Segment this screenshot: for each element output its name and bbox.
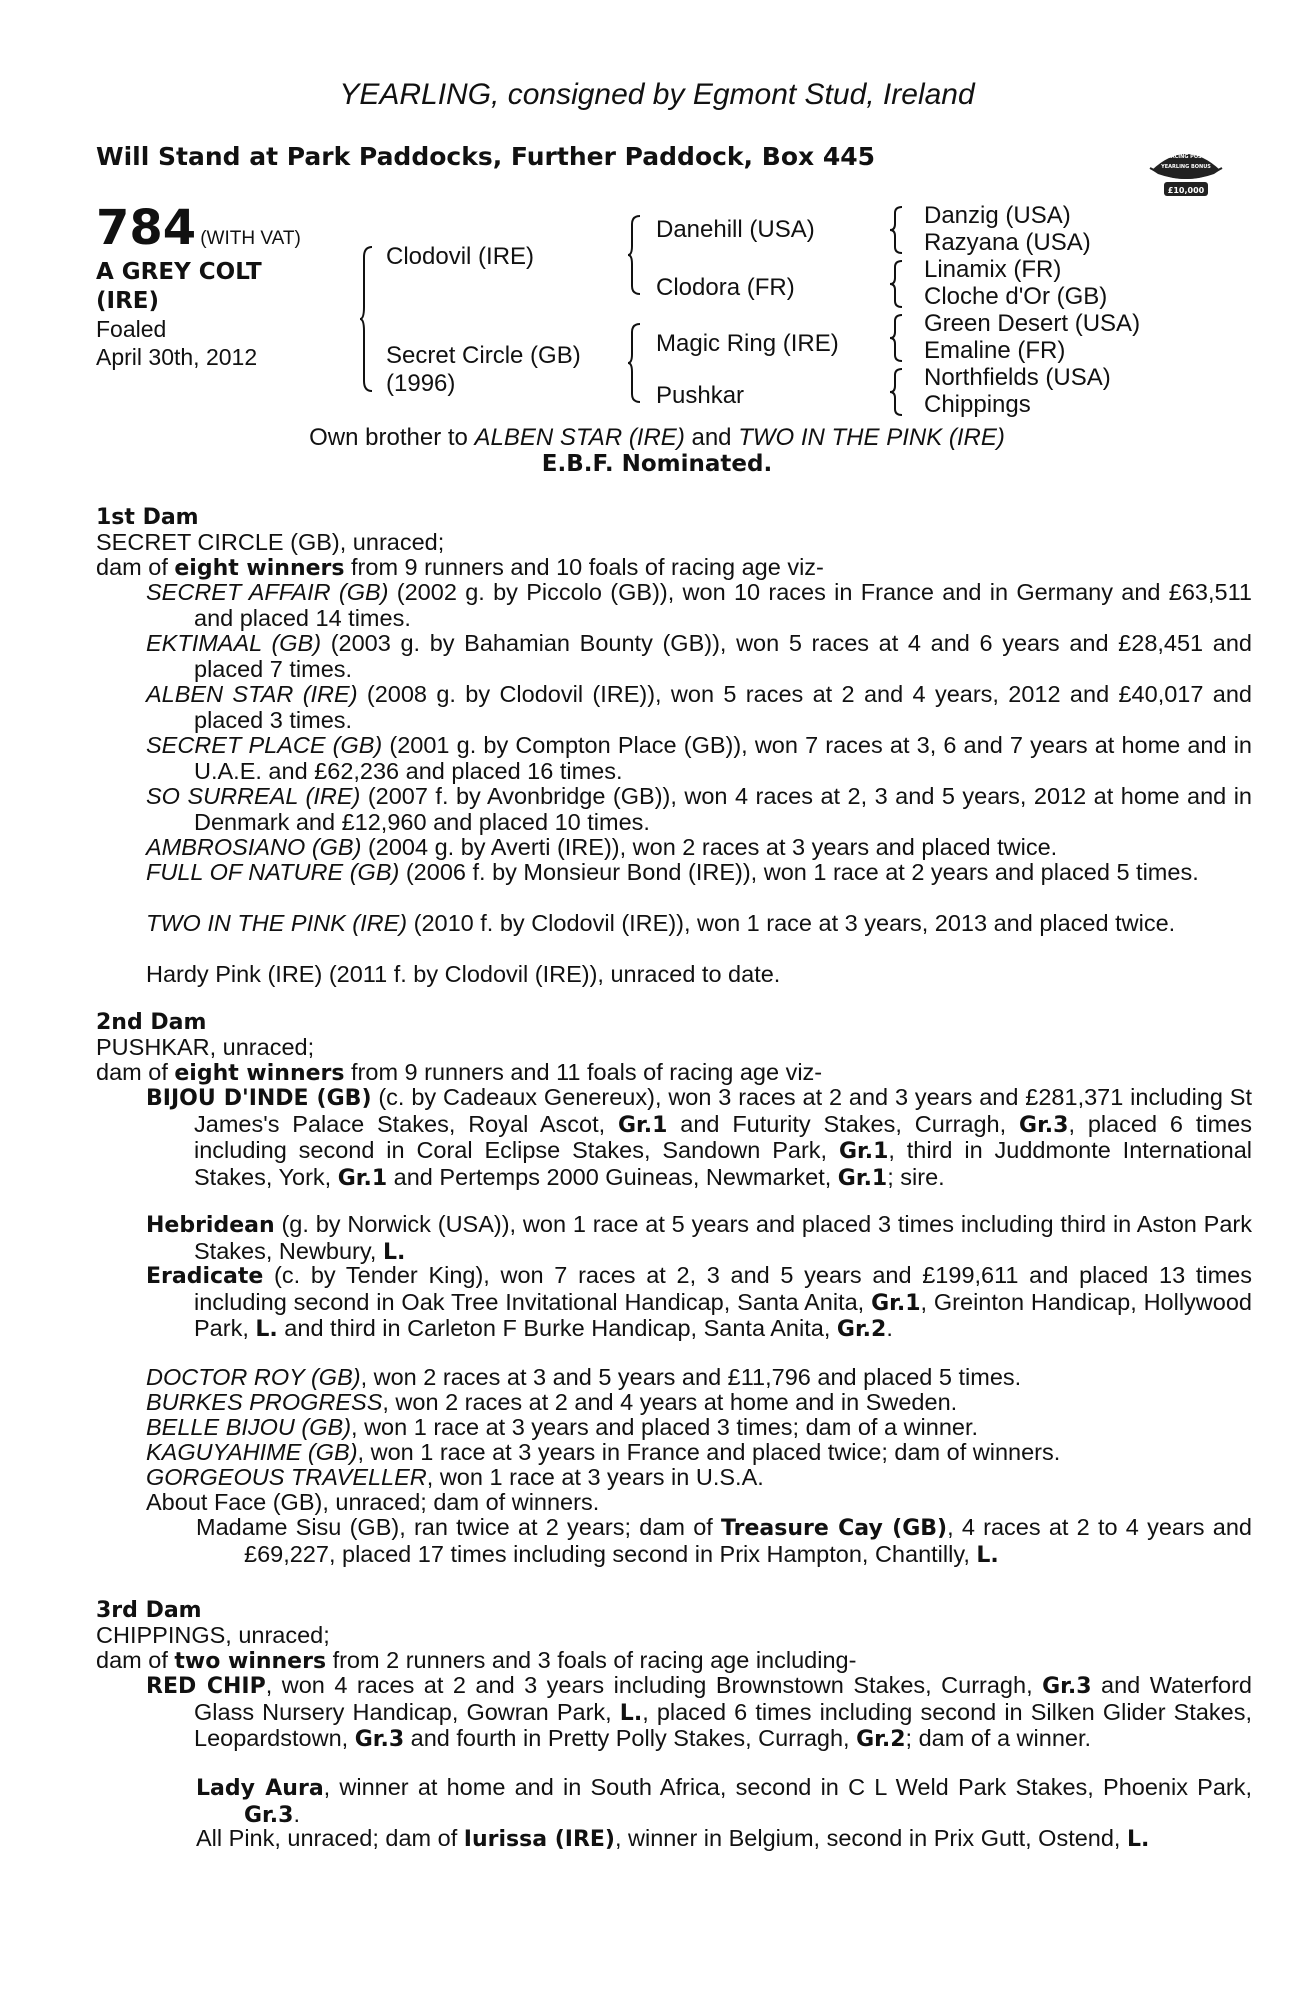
foaled-label: Foaled <box>96 316 167 342</box>
third-dam-heading: 3rd Dam <box>96 1598 202 1623</box>
progeny-entry: GORGEOUS TRAVELLER, won 1 race at 3 years in U.S.A. <box>146 1464 764 1490</box>
lot-number-block <box>96 200 301 256</box>
sire-dam-bracket <box>360 245 374 393</box>
pedigree-dam: Secret Circle (GB) <box>386 342 581 369</box>
second-dam-summary: dam of eight winners from 9 runners and 11 foals of racing age viz- <box>96 1059 823 1086</box>
pedigree-dam-dam: Pushkar <box>656 382 745 409</box>
ebf-nomination: E.B.F. Nominated. <box>541 451 773 477</box>
pushkar-bracket <box>890 367 904 417</box>
progeny-entry: DOCTOR ROY (GB), won 2 races at 3 and 5 years and £11,796 and placed 5 times. <box>146 1364 1022 1390</box>
yearling-bonus-badge <box>1148 144 1224 202</box>
lot-number: 784 <box>96 200 197 256</box>
progeny-entry: FULL OF NATURE (GB) (2006 f. by Monsieur Bond (IRE)), won 1 race at 2 years and placed 5 times. <box>146 859 1199 885</box>
pedigree-dam-year: (1996) <box>386 370 456 397</box>
progeny-entry: BURKES PROGRESS, won 2 races at 2 and 4 years at home and in Sweden. <box>146 1389 958 1415</box>
dam-line-bracket <box>628 322 642 404</box>
sire-line-bracket <box>628 214 642 296</box>
second-dam-name: PUSHKAR, unraced; <box>96 1034 315 1060</box>
danehill-bracket <box>890 205 904 255</box>
progeny-entry: KAGUYAHIME (GB), won 1 race at 3 years in France and placed twice; dam of winners. <box>146 1439 1061 1465</box>
progeny-entry: EKTIMAAL (GB) (2003 g. by Bahamian Bounty (GB)), won 5 races at 4 and 6 years and £28,451 and placed 7 times. <box>146 630 1252 682</box>
clodora-bracket <box>890 259 904 309</box>
pedigree-sire-sire: Danehill (USA) <box>656 216 815 243</box>
progeny-entry: Eradicate (c. by Tender King), won 7 races at 2, 3 and 5 years and £199,611 and placed 13 times including second in Oak Tree Invitational Handicap, Santa Anita, Gr.1, Greinton Handicap, Hollywood Park, L. and third in Carleton F Burke Handicap, Santa Anita, Gr.2. <box>146 1262 1252 1342</box>
pedigree-gg-2: Razyana (USA) <box>924 229 1091 256</box>
magic-ring-bracket <box>890 313 904 363</box>
badge-middle-text: YEARLING BONUS <box>1161 164 1211 170</box>
pedigree-gg-5: Green Desert (USA) <box>924 310 1141 337</box>
horse-description <box>96 258 262 316</box>
progeny-entry: AMBROSIANO (GB) (2004 g. by Averti (IRE)), won 2 races at 3 years and placed twice. <box>146 834 1058 860</box>
pedigree-sire-dam: Clodora (FR) <box>656 274 795 301</box>
pedigree-sire: Clodovil (IRE) <box>386 243 535 270</box>
pedigree-gg-1: Danzig (USA) <box>924 202 1071 229</box>
horse-description-line-1: A GREY COLT <box>96 259 262 285</box>
progeny-entry: ALBEN STAR (IRE) (2008 g. by Clodovil (IRE)), won 5 races at 2 and 4 years, 2012 and £40,017 and placed 3 times. <box>146 681 1252 733</box>
pedigree-gg-3: Linamix (FR) <box>924 256 1062 283</box>
pedigree-gg-4: Cloche d'Or (GB) <box>924 283 1108 310</box>
page-title: YEARLING, consigned by Egmont Stud, Ireland <box>339 78 975 111</box>
first-dam-name: SECRET CIRCLE (GB), unraced; <box>96 529 445 555</box>
vat-label: (WITH VAT) <box>200 228 301 249</box>
pedigree-dam-sire: Magic Ring (IRE) <box>656 330 839 357</box>
progeny-entry: Hebridean (g. by Norwick (USA)), won 1 race at 5 years and placed 3 times including third in Aston Park Stakes, Newbury, L. <box>146 1211 1252 1265</box>
first-dam-heading: 1st Dam <box>96 505 199 530</box>
progeny-entry: SECRET AFFAIR (GB) (2002 g. by Piccolo (GB)), won 10 races in France and in Germany and £63,511 and placed 14 times. <box>146 579 1252 631</box>
progeny-entry: BIJOU D'INDE (GB) (c. by Cadeaux Genereux), won 3 races at 2 and 3 years and £281,371 including St James's Palace Stakes, Royal Ascot, Gr.1 and Futurity Stakes, Curragh, Gr.3, placed 6 times including second in Coral Eclipse Stakes, Sandown Park, Gr.1, third in Juddmonte International Stakes, York, Gr.1 and Pertemps 2000 Guineas, Newmarket, Gr.1; sire. <box>146 1084 1253 1191</box>
foaled-block <box>96 315 257 371</box>
pedigree-gg-6: Emaline (FR) <box>924 337 1066 364</box>
progeny-entry: SO SURREAL (IRE) (2007 f. by Avonbridge (GB)), won 4 races at 2, 3 and 5 years, 2012 at home and in Denmark and £12,960 and placed 10 times. <box>146 783 1253 835</box>
first-dam-summary: dam of eight winners from 9 runners and 10 foals of racing age viz- <box>96 554 824 581</box>
progeny-entry: Madame Sisu (GB), ran twice at 2 years; dam of Treasure Cay (GB), 4 races at 2 to 4 years and £69,227, placed 17 times including second in Prix Hampton, Chantilly, L. <box>196 1514 1252 1568</box>
third-dam-name: CHIPPINGS, unraced; <box>96 1622 330 1648</box>
own-brother-note: Own brother to ALBEN STAR (IRE) and TWO IN THE PINK (IRE) <box>309 424 1005 451</box>
progeny-entry: About Face (GB), unraced; dam of winners. <box>146 1489 600 1515</box>
progeny-entry: BELLE BIJOU (GB), won 1 race at 3 years and placed 3 times; dam of a winner. <box>146 1414 979 1440</box>
second-dam-heading: 2nd Dam <box>96 1010 207 1035</box>
progeny-entry: Lady Aura, winner at home and in South Africa, second in C L Weld Park Stakes, Phoenix Park, Gr.3. <box>196 1774 1252 1828</box>
progeny-entry: SECRET PLACE (GB) (2001 g. by Compton Place (GB)), won 7 races at 3, 6 and 7 years at home and in U.A.E. and £62,236 and placed 16 times. <box>146 732 1252 784</box>
progeny-entry: RED CHIP, won 4 races at 2 and 3 years including Brownstown Stakes, Curragh, Gr.3 and Waterford Glass Nursery Handicap, Gowran Park, L., placed 6 times including second in Silken Glider Stakes, Leopardstown, Gr.3 and fourth in Pretty Polly Stakes, Curragh, Gr.2; dam of a winner. <box>146 1672 1252 1752</box>
progeny-entry: Hardy Pink (IRE) (2011 f. by Clodovil (IRE)), unraced to date. <box>146 961 781 987</box>
pedigree-gg-7: Northfields (USA) <box>924 364 1111 391</box>
pedigree-gg-8: Chippings <box>924 391 1031 418</box>
third-dam-summary: dam of two winners from 2 runners and 3 foals of racing age including- <box>96 1647 857 1674</box>
foaled-date: April 30th, 2012 <box>96 344 258 370</box>
badge-top-text: RACING POST <box>1166 154 1206 160</box>
progeny-entry: All Pink, unraced; dam of Iurissa (IRE), winner in Belgium, second in Prix Gutt, Ostend, L. <box>196 1825 1150 1852</box>
stand-location: Will Stand at Park Paddocks, Further Paddock, Box 445 <box>96 142 876 171</box>
progeny-entry: TWO IN THE PINK (IRE) (2010 f. by Clodovil (IRE)), won 1 race at 3 years, 2013 and placed twice. <box>146 910 1176 936</box>
horse-description-line-2: (IRE) <box>96 288 160 314</box>
badge-amount-text: £10,000 <box>1167 186 1205 195</box>
